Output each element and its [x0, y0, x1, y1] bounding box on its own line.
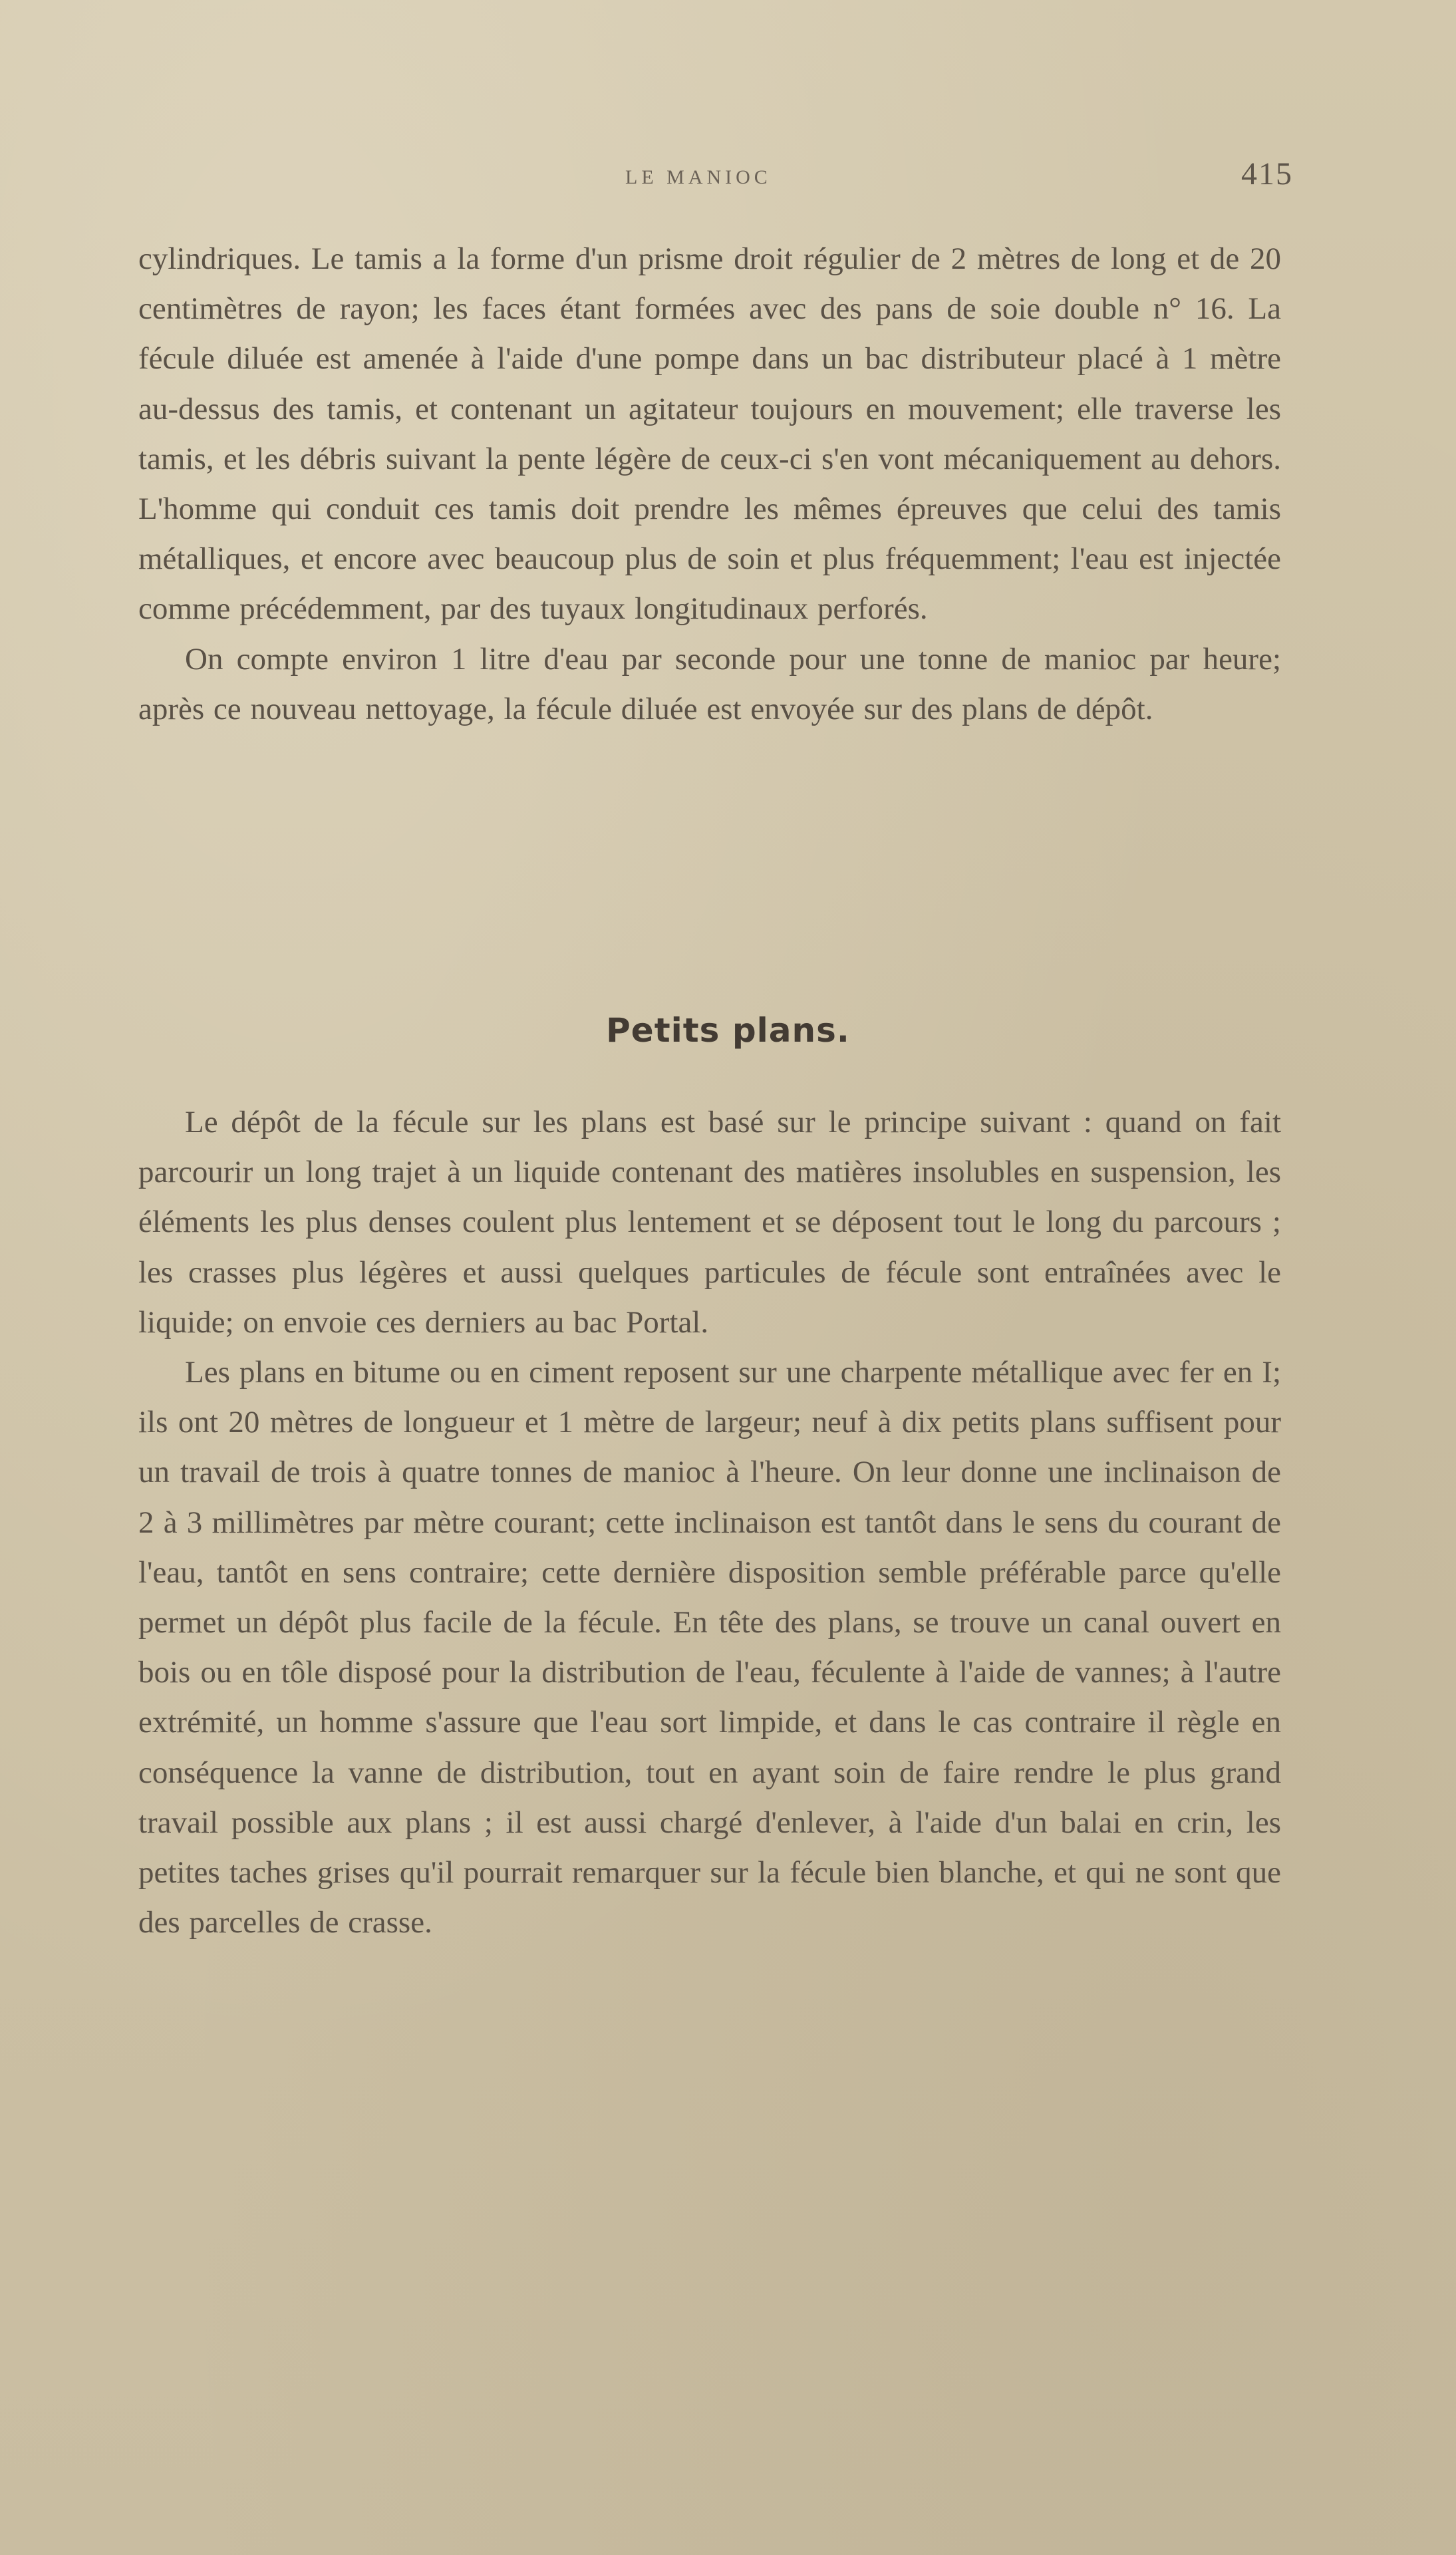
- page-number: 415: [1241, 156, 1293, 192]
- paragraph-litre-eau: On compte environ 1 litre d'eau par seconde pour une tonne de manioc par heure; après ce nouveau nettoyage, la fécule diluée est envoyée sur des plans de dépôt.: [138, 641, 1281, 726]
- paragraph-depot-principe: Le dépôt de la fécule sur les plans est basé sur le principe suivant : quand on fait parcourir un long trajet à un liquide contenant des matières insolubles en suspension, les éléments les plus denses coulent plus lentement et se déposent tout le long du parcours ; les crasses plus légères et aussi quelques particules de fécule sont entraînées avec le liquide; on envoie ces derniers au bac Portal.: [138, 1105, 1281, 1340]
- section-heading: Petits plans.: [606, 1011, 850, 1050]
- running-title: LE MANIOC: [625, 166, 772, 188]
- paragraph-tamis-continued: cylindriques. Le tamis a la forme d'un prisme droit régulier de 2 mètres de long et de 20 centimètres de rayon; les faces étant formées avec des pans de soie double n° 16. La fécule diluée est amenée à l'aide d'une pompe dans un bac distributeur placé à 1 mètre au-dessus des tamis, et contenant un agitateur toujours en mouvement; elle traverse les tamis, et les débris suivant la pente légère de ceux-ci s'en vont mécaniquement au dehors. L'homme qui conduit ces tamis doit prendre les mêmes épreuves que celui des tamis métalliques, et encore avec beaucoup plus de soin et plus fréquemment; l'eau est injectée comme précédemment, par des tuyaux longitudinaux perforés.: [138, 241, 1281, 627]
- paragraph-plans-bitume: Les plans en bitume ou en ciment reposent sur une charpente métallique avec fer en I; ils ont 20 mètres de longueur et 1 mètre de largeur; neuf à dix petits plans suffisent pour un travail de trois à quatre tonnes de manioc à l'heure. On leur donne une inclinaison de 2 à 3 millimètres par mètre courant; cette inclinaison est tantôt dans le sens du courant de l'eau, tantôt en sens contraire; cette dernière disposition semble préférable parce qu'elle permet un dépôt plus facile de la fécule. En tête des plans, se trouve un canal ouvert en bois ou en tôle disposé pour la distribution de l'eau, féculente à l'aide de vannes; à l'autre extrémité, un homme s'assure que l'eau sort limpide, et dans le cas contraire il règle en conséquence la vanne de distribution, tout en ayant soin de faire rendre le plus grand travail possible aux plans ; il est aussi chargé d'enlever, à l'aide d'un balai en crin, les petites taches grises qu'il pourrait remarquer sur la fécule bien blanche, et qui ne sont que des parcelles de crasse.: [138, 1355, 1281, 1940]
- text-block-top: [138, 234, 1281, 734]
- running-head: [0, 152, 1456, 205]
- text-block-bottom: [138, 1098, 1281, 1948]
